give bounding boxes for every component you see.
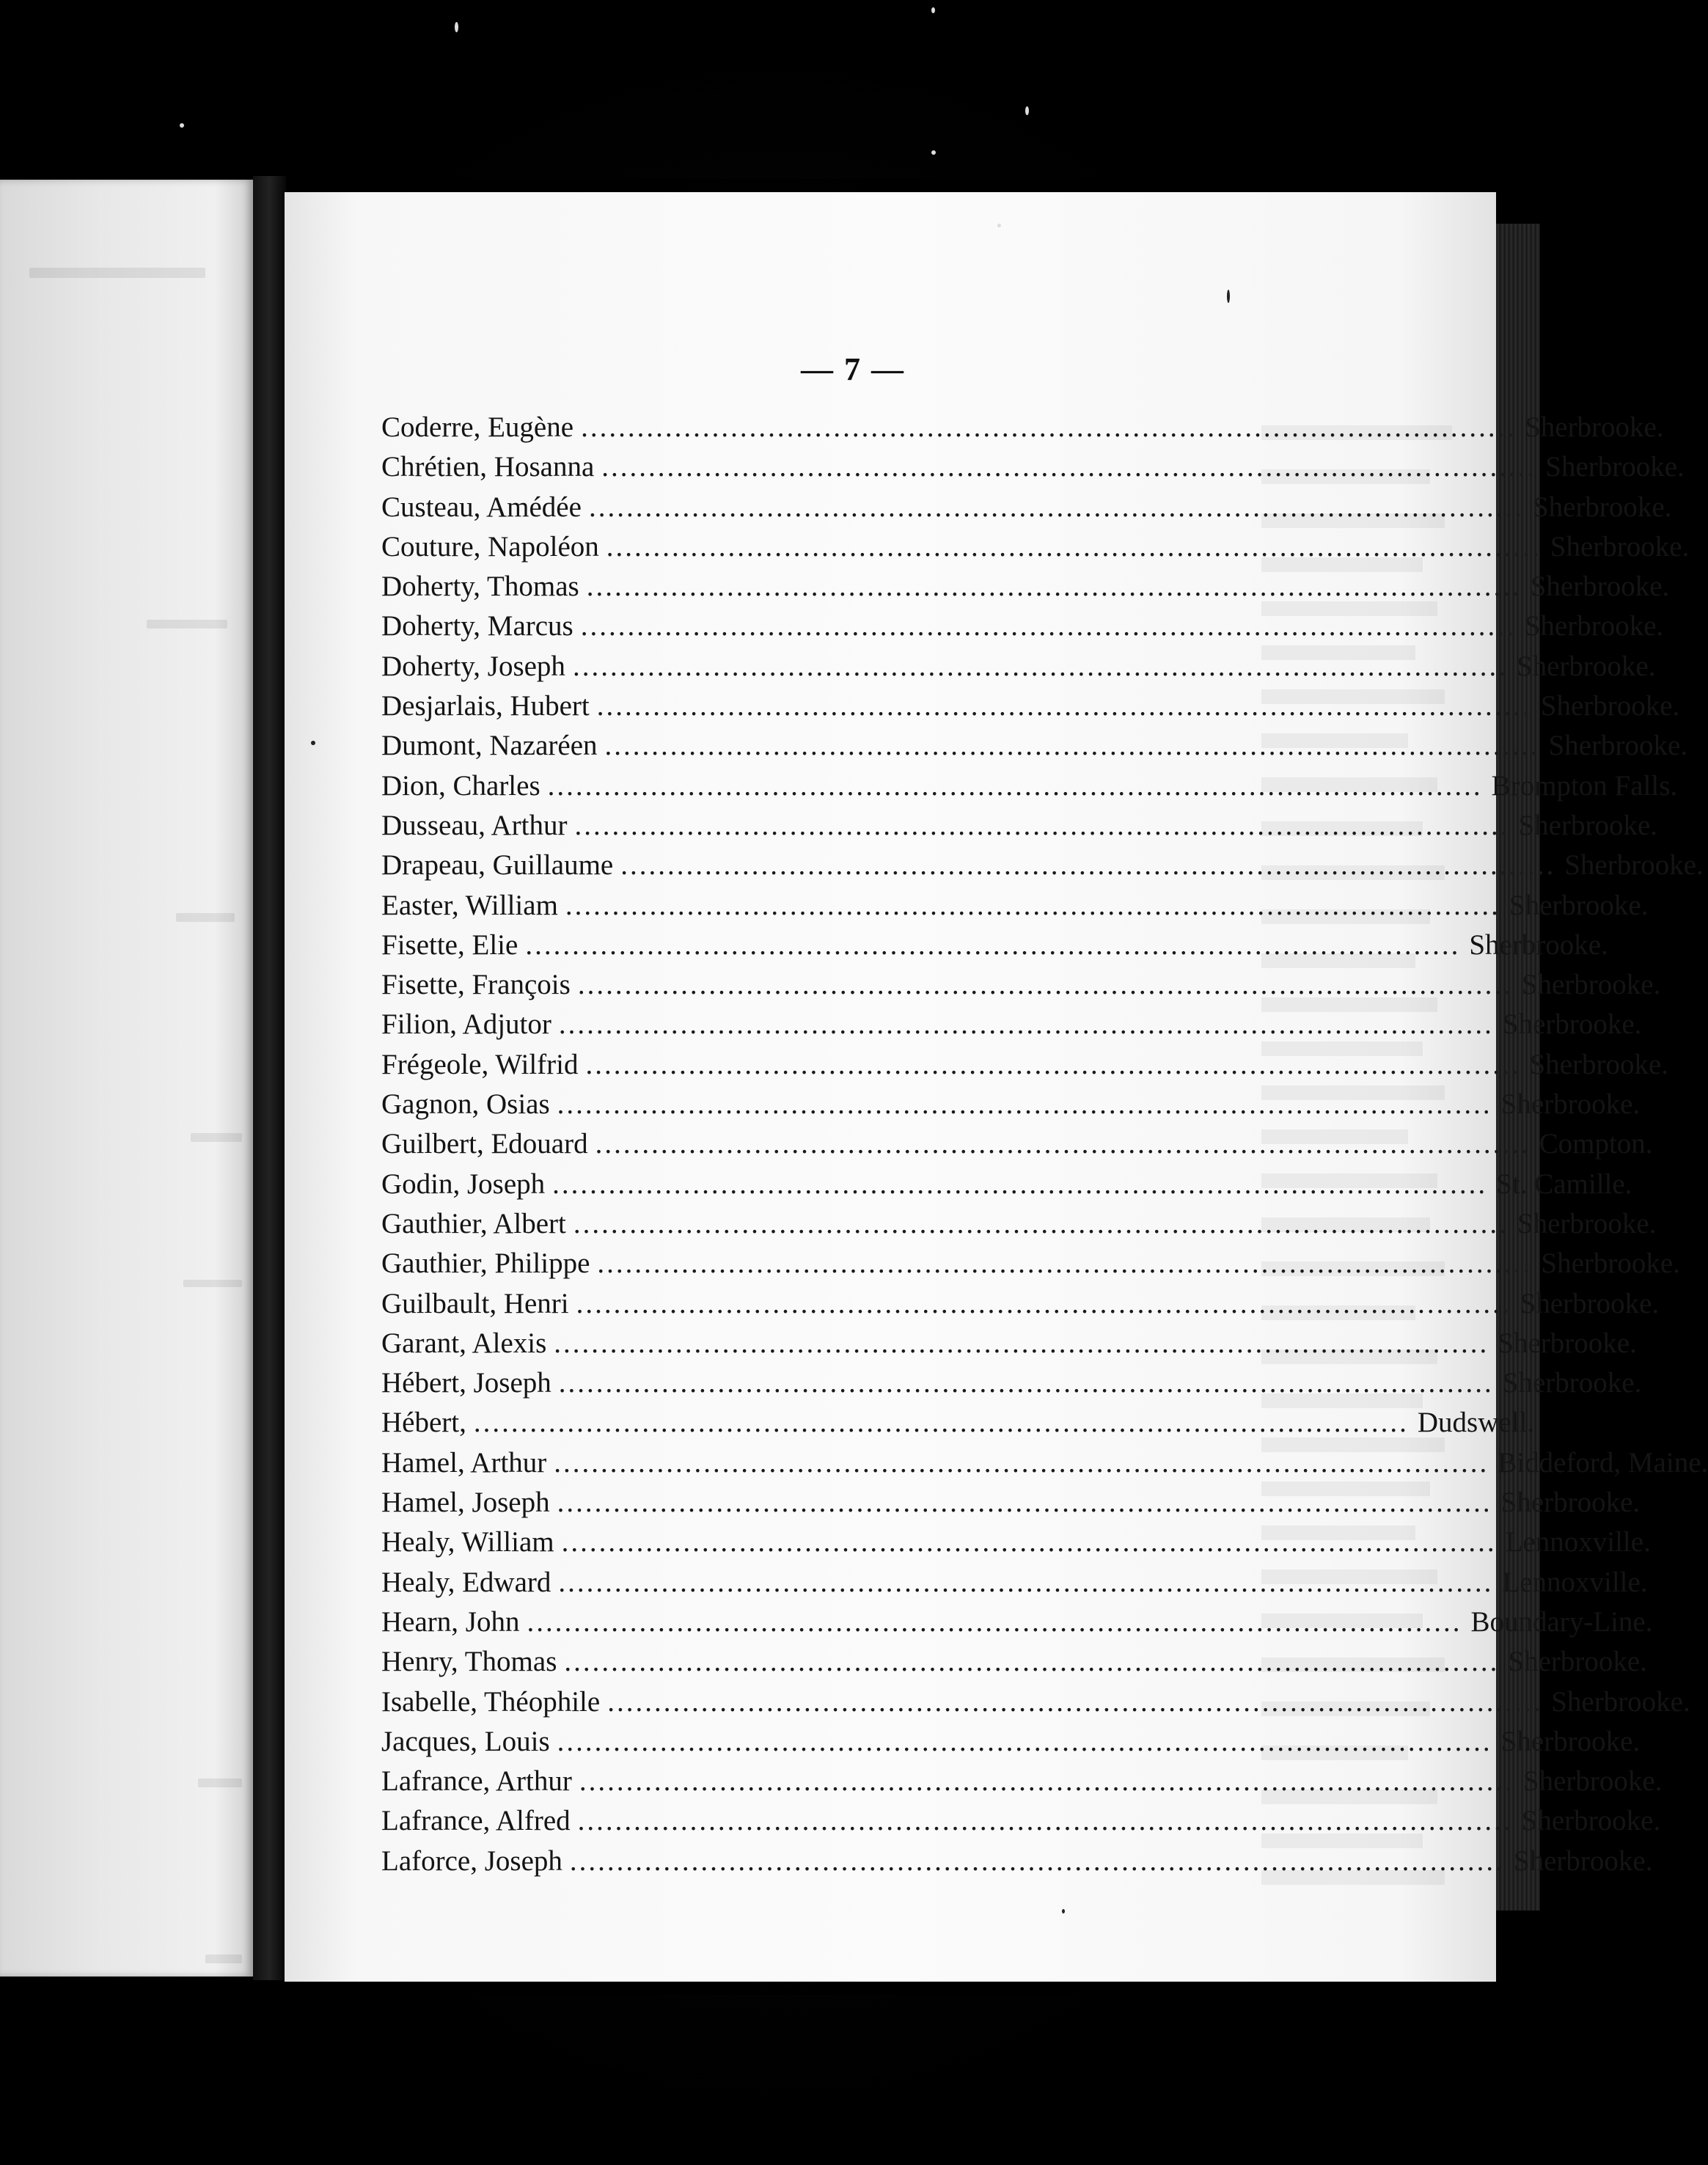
list-item (381, 647, 1656, 686)
dot-leader: .................................................................................................... (547, 769, 1483, 802)
entry-place: Boundary-Line. (1470, 1605, 1653, 1638)
list-item (381, 1204, 1657, 1244)
entry-place: Sherbrooke. (1500, 1725, 1641, 1757)
entry-name: Jacques, Louis (381, 1725, 550, 1757)
list-item (381, 1523, 1651, 1562)
entry-place: Sherbrooke. (1502, 1008, 1642, 1041)
book-gutter (253, 176, 286, 1980)
bleed-mark (205, 1955, 242, 1963)
list-item (381, 766, 1678, 806)
dot-leader: .................................................................................................... (569, 1845, 1505, 1877)
entry-name: Lafrance, Alfred (381, 1805, 571, 1837)
entry-name: Godin, Joseph (381, 1168, 546, 1200)
entry-place: Sherbrooke. (1541, 1248, 1680, 1280)
entry-place: Sherbrooke. (1522, 1765, 1663, 1798)
entry-name: Couture, Napoléon (381, 530, 599, 563)
entry-name: Doherty, Joseph (381, 650, 565, 682)
list-item (381, 527, 1690, 567)
dot-leader: .................................................................................................... (581, 411, 1517, 443)
list-item (381, 488, 1672, 527)
page-number: — 7 — (801, 351, 905, 387)
list-item (381, 1563, 1648, 1602)
entry-place: Sherbrooke. (1500, 1487, 1641, 1519)
entry-place: Sherbrooke. (1500, 1088, 1641, 1121)
dot-leader: .................................................................................................... (527, 1605, 1462, 1638)
list-item (381, 686, 1680, 726)
dot-leader: .................................................................................................... (554, 1327, 1489, 1359)
entry-place: Sherbrooke. (1545, 451, 1685, 483)
list-item (381, 926, 1608, 965)
entry-name: Dion, Charles (381, 769, 540, 802)
dot-leader: .................................................................................................... (561, 1526, 1497, 1558)
entry-place: Sherbrooke. (1525, 411, 1664, 443)
entry-name: Healy, William (381, 1526, 554, 1558)
entry-place: Sherbrooke. (1564, 849, 1704, 882)
entry-name: Easter, William (381, 889, 558, 921)
entry-place: Dudswell. (1417, 1407, 1535, 1439)
entry-name: Hébert, (381, 1407, 466, 1439)
entry-name: Fisette, Elie (381, 928, 518, 961)
entry-place: Sherbrooke. (1540, 690, 1680, 722)
dot-leader: .................................................................................................... (557, 1487, 1492, 1519)
entry-name: Coderre, Eugène (381, 411, 574, 443)
entry-place: Sherbrooke. (1521, 1805, 1661, 1837)
entry-place: Sherbrooke. (1509, 889, 1649, 921)
dot-leader: .................................................................................................... (588, 491, 1524, 523)
dot-leader: .................................................................................................... (620, 849, 1556, 882)
bleed-mark (191, 1133, 242, 1142)
list-item (381, 1762, 1663, 1801)
dot-leader: .................................................................................................... (576, 1287, 1511, 1319)
list-item (381, 1483, 1641, 1523)
entry-place: Sherbrooke. (1469, 928, 1608, 961)
list-item (381, 886, 1649, 926)
list-item (381, 1284, 1660, 1324)
list-item (381, 408, 1664, 447)
entry-place: St. Camille. (1496, 1168, 1632, 1200)
entry-place: Sherbrooke. (1551, 1685, 1690, 1718)
entry-place: Sherbrooke. (1524, 610, 1664, 642)
entry-place: Sherbrooke. (1516, 650, 1656, 682)
dot-leader: .................................................................................................... (607, 1685, 1543, 1718)
facing-page-left (0, 180, 253, 1977)
list-item (381, 1801, 1661, 1841)
entry-place: Sherbrooke. (1529, 1048, 1669, 1080)
entry-place: Biddeford, Maine. (1498, 1446, 1708, 1479)
entry-name: Hamel, Joseph (381, 1487, 550, 1519)
entry-place: Sherbrooke. (1521, 969, 1661, 1001)
list-item (381, 1005, 1642, 1044)
dot-leader: .................................................................................................... (565, 889, 1500, 921)
dot-leader: .................................................................................................... (558, 1008, 1494, 1041)
list-item (381, 607, 1664, 646)
dot-leader: .................................................................................................... (552, 1168, 1488, 1200)
entry-name: Guilbault, Henri (381, 1287, 569, 1319)
name-list (381, 408, 1708, 1881)
dot-leader: .................................................................................................... (606, 530, 1542, 563)
entry-name: Custeau, Amédée (381, 491, 582, 523)
list-item (381, 1403, 1535, 1443)
entry-place: Sherbrooke. (1550, 530, 1690, 563)
dot-leader: .................................................................................................... (595, 1128, 1531, 1160)
dot-leader: .................................................................................................... (473, 1407, 1409, 1439)
entry-place: Sherbrooke. (1530, 571, 1670, 603)
bleed-mark (147, 620, 227, 629)
entry-name: Dusseau, Arthur (381, 809, 568, 841)
entry-place: Lennoxville. (1502, 1566, 1648, 1598)
list-item (381, 1642, 1647, 1682)
entry-name: Fisette, François (381, 969, 571, 1001)
dot-leader: .................................................................................................... (579, 1765, 1514, 1798)
entry-name: Doherty, Thomas (381, 571, 579, 603)
dot-leader: .................................................................................................... (604, 730, 1540, 762)
dot-leader: .................................................................................................... (580, 610, 1516, 642)
list-item (381, 1244, 1680, 1283)
dot-leader: .................................................................................................... (596, 690, 1532, 722)
entry-place: Compton. (1539, 1128, 1653, 1160)
dot-leader: .................................................................................................... (525, 928, 1461, 961)
dot-leader: .................................................................................................... (557, 1725, 1492, 1757)
bleed-mark (29, 268, 205, 278)
dot-leader: .................................................................................................... (586, 571, 1522, 603)
list-item (381, 846, 1704, 885)
dot-leader: .................................................................................................... (585, 1048, 1521, 1080)
dot-leader: .................................................................................................... (597, 1248, 1533, 1280)
list-item (381, 447, 1685, 487)
bleed-mark (183, 1280, 242, 1287)
entry-name: Doherty, Marcus (381, 610, 573, 642)
entry-name: Drapeau, Guillaume (381, 849, 614, 882)
dot-leader: .................................................................................................... (554, 1446, 1489, 1479)
dot-leader: .................................................................................................... (573, 1207, 1509, 1239)
list-item (381, 1363, 1642, 1403)
list-item (381, 1443, 1708, 1483)
entry-place: Sherbrooke. (1548, 730, 1688, 762)
dot-leader: .................................................................................................... (557, 1088, 1492, 1121)
dot-leader: .................................................................................................... (577, 1805, 1513, 1837)
list-item (381, 965, 1661, 1005)
dot-leader: .................................................................................................... (572, 650, 1508, 682)
list-item (381, 1602, 1653, 1642)
list-item (381, 567, 1670, 607)
bleed-mark (198, 1778, 242, 1787)
dot-leader: .................................................................................................... (558, 1566, 1494, 1598)
entry-name: Desjarlais, Hubert (381, 690, 590, 722)
entry-name: Guilbert, Edouard (381, 1128, 588, 1160)
list-item (381, 1324, 1637, 1363)
entry-place: Lennoxville. (1505, 1526, 1651, 1558)
entry-name: Gagnon, Osias (381, 1088, 550, 1121)
list-item (381, 1165, 1632, 1204)
entry-place: Sherbrooke. (1520, 1287, 1660, 1319)
entry-name: Henry, Thomas (381, 1646, 557, 1678)
entry-name: Gauthier, Philippe (381, 1248, 590, 1280)
entry-place: Sherbrooke. (1532, 491, 1672, 523)
list-item (381, 726, 1688, 766)
list-item (381, 1722, 1641, 1762)
entry-name: Chrétien, Hosanna (381, 451, 595, 483)
list-item (381, 1045, 1669, 1085)
entry-name: Garant, Alexis (381, 1327, 547, 1359)
entry-name: Laforce, Joseph (381, 1845, 562, 1877)
dot-leader: .................................................................................................... (577, 969, 1513, 1001)
entry-name: Dumont, Nazaréen (381, 730, 598, 762)
dot-leader: .................................................................................................... (564, 1646, 1500, 1678)
entry-place: Sherbrooke. (1518, 809, 1658, 841)
list-item (381, 1085, 1641, 1124)
list-item (381, 1682, 1690, 1722)
list-item (381, 1842, 1653, 1881)
dot-leader: .................................................................................................... (574, 809, 1510, 841)
entry-place: Sherbrooke. (1502, 1367, 1642, 1399)
entry-name: Hearn, John (381, 1605, 520, 1638)
entry-name: Gauthier, Albert (381, 1207, 566, 1239)
entry-name: Filion, Adjutor (381, 1008, 551, 1041)
entry-place: Sherbrooke. (1517, 1207, 1657, 1239)
entry-name: Frégeole, Wilfrid (381, 1048, 579, 1080)
entry-name: Hamel, Arthur (381, 1446, 547, 1479)
entry-name: Hébert, Joseph (381, 1367, 551, 1399)
entry-place: Sherbrooke. (1508, 1646, 1647, 1678)
entry-name: Healy, Edward (381, 1566, 551, 1598)
dot-leader: .................................................................................................... (558, 1367, 1494, 1399)
dot-leader: .................................................................................................... (601, 451, 1537, 483)
list-item (381, 806, 1658, 846)
entry-name: Isabelle, Théophile (381, 1685, 601, 1718)
entry-place: Sherbrooke. (1498, 1327, 1637, 1359)
list-item (381, 1124, 1653, 1164)
bleed-mark (176, 913, 235, 922)
entry-place: Brompton Falls. (1491, 769, 1678, 802)
entry-name: Lafrance, Arthur (381, 1765, 572, 1798)
entry-place: Sherbrooke. (1513, 1845, 1653, 1877)
